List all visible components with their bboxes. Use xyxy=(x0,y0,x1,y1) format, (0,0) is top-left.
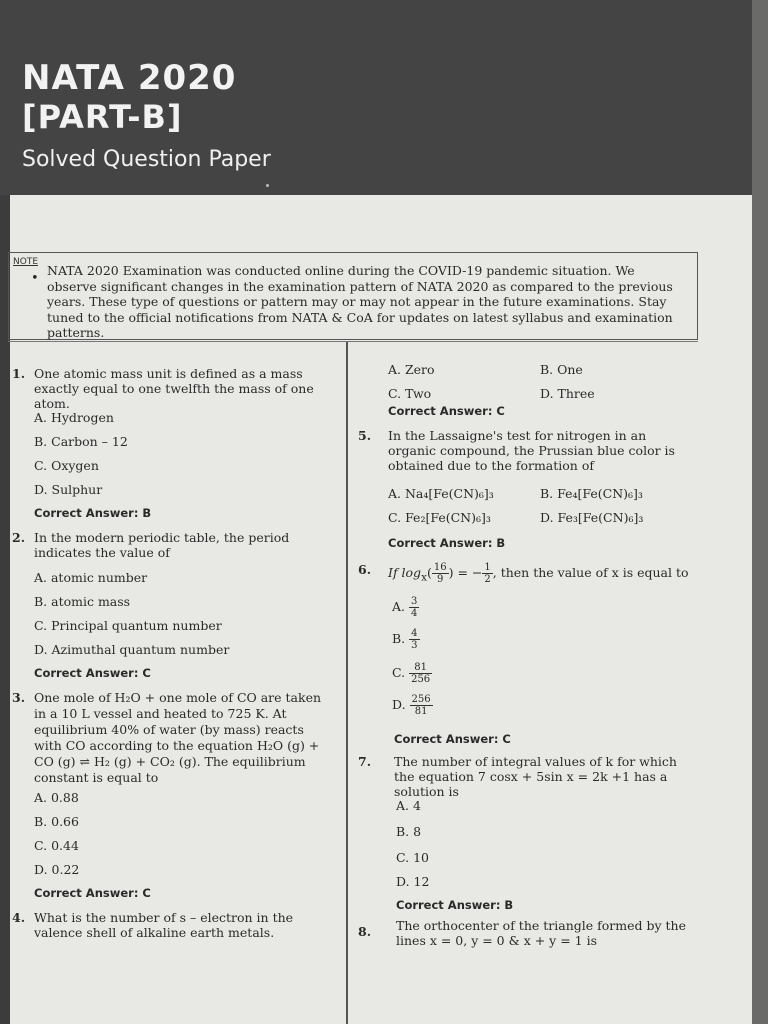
page-title-part: [PART-B] xyxy=(22,98,183,136)
correct-answer: Correct Answer: B xyxy=(34,506,152,520)
header-dot xyxy=(266,184,269,187)
option-label: B. xyxy=(392,631,406,646)
option: A. Hydrogen xyxy=(34,410,114,425)
fraction xyxy=(409,596,419,619)
denominator: 3 xyxy=(411,640,418,651)
question-text: The orthocenter of the triangle formed by the lines x = 0, y = 0 & x + y = 1 is xyxy=(396,918,686,948)
option: D. 12 xyxy=(396,874,430,889)
column-divider xyxy=(346,342,348,1024)
log-base: x xyxy=(421,571,427,584)
option: C. Two xyxy=(388,386,432,401)
note-tag: NOTE xyxy=(13,257,39,267)
numerator: 4 xyxy=(411,628,418,639)
denominator: 9 xyxy=(437,574,444,585)
option: A. 4 xyxy=(396,798,421,813)
correct-answer: Correct Answer: C xyxy=(394,732,511,746)
numerator: 81 xyxy=(409,662,432,674)
correct-answer: Correct Answer: C xyxy=(34,666,151,680)
page-subtitle: Solved Question Paper xyxy=(22,147,271,172)
question-number: 1. xyxy=(12,366,26,381)
option: C. 10 xyxy=(396,850,429,865)
question-text: What is the number of s – electron in the valence shell of alkaline earth metals. xyxy=(34,910,294,940)
option: D. Sulphur xyxy=(34,482,103,497)
option: B. One xyxy=(540,362,583,377)
numerator: 1 xyxy=(484,562,491,573)
option: D. Fe₃[Fe(CN)₆]₃ xyxy=(540,510,644,525)
option: A. 0.88 xyxy=(34,790,79,805)
option: D. Three xyxy=(540,386,595,401)
question-text: One atomic mass unit is defined as a mass exactly equal to one twelfth the mass of one atom. xyxy=(34,366,314,411)
question-number: 8. xyxy=(358,924,372,939)
question-number: 4. xyxy=(12,910,26,925)
option: A. atomic number xyxy=(34,570,148,585)
note-box xyxy=(8,252,698,340)
right-column xyxy=(358,362,698,962)
option: C. Principal quantum number xyxy=(34,618,222,633)
option: B. 8 xyxy=(396,824,422,839)
option: A. Na₄[Fe(CN)₆]₃ xyxy=(388,486,494,501)
left-column xyxy=(12,366,338,966)
question-text: In the modern periodic table, the period indicates the value of xyxy=(34,530,290,560)
question-text: The number of integral values of k for which the equation 7 cosx + 5sin x = 2k +1 has a solution is xyxy=(394,754,677,799)
option xyxy=(392,596,419,619)
page-title: NATA 2020 xyxy=(22,58,237,98)
option: B. 0.66 xyxy=(34,814,79,829)
option: B. Fe₄[Fe(CN)₆]₃ xyxy=(540,486,643,501)
log-expression: If log xyxy=(388,565,422,580)
option: D. Azimuthal quantum number xyxy=(34,642,230,657)
denominator: 4 xyxy=(411,608,418,619)
fraction xyxy=(482,562,492,585)
option xyxy=(392,662,432,685)
note-bullet: • xyxy=(31,271,39,286)
question-suffix: , then the value of x is equal to xyxy=(492,565,689,580)
equals-text: = − xyxy=(453,565,483,580)
correct-answer: Correct Answer: B xyxy=(396,898,514,912)
numerator: 3 xyxy=(411,596,418,607)
option: C. Oxygen xyxy=(34,458,99,473)
option xyxy=(392,694,433,717)
numerator: 256 xyxy=(411,694,431,705)
denominator: 256 xyxy=(411,674,431,685)
question-number: 5. xyxy=(358,428,372,443)
question-number: 7. xyxy=(358,754,372,769)
option: D. 0.22 xyxy=(34,862,80,877)
section-divider xyxy=(8,341,698,342)
question-number: 6. xyxy=(358,562,372,577)
fraction xyxy=(432,562,449,585)
denominator: 81 xyxy=(414,706,428,717)
question-text: If $\log_x$( $\frac{16}{9}$ ) = − $\frac{1}{2}$ , then the value of x is equal to xyxy=(388,562,689,585)
question-number: 3. xyxy=(12,690,26,705)
note-text: NATA 2020 Examination was conducted online during the COVID-19 pandemic situation. We observe significant changes in the examination pattern of NATA 2020 as compared to the previous years. These type of questions or pattern may or may not appear in the future examinations. Stay tuned to the official notifications from NATA & CoA for updates on latest syllabus and examination patterns. xyxy=(47,263,673,340)
question-number: 2. xyxy=(12,530,26,545)
correct-answer: Correct Answer: B xyxy=(388,536,506,550)
option xyxy=(392,628,420,651)
option-label: C. xyxy=(392,665,406,680)
book-spine xyxy=(752,0,768,1024)
option: C. 0.44 xyxy=(34,838,79,853)
option-label: D. xyxy=(392,697,406,712)
numerator: 16 xyxy=(433,562,447,573)
question-text: In the Lassaigne's test for nitrogen in an organic compound, the Prussian blue color is obtained due to the formation of xyxy=(388,428,675,473)
fraction xyxy=(410,694,433,717)
option: B. atomic mass xyxy=(34,594,131,609)
option: A. Zero xyxy=(388,362,435,377)
option: B. Carbon – 12 xyxy=(34,434,128,449)
question-text: One mole of H₂O + one mole of CO are taken in a 10 L vessel and heated to 725 K. At equilibrium 40% of water (by mass) reacts with CO according to the equation H₂O (g) + CO (g) ⇌ H₂ (g) + CO₂ (g). The equilibrium constant is equal to xyxy=(34,690,322,785)
correct-answer: Correct Answer: C xyxy=(388,404,505,418)
option: C. Fe₂[Fe(CN)₆]₃ xyxy=(388,510,491,525)
fraction xyxy=(409,628,419,651)
fraction xyxy=(409,662,432,685)
correct-answer: Correct Answer: C xyxy=(34,886,151,900)
denominator: 2 xyxy=(484,574,491,585)
option-label: A. xyxy=(392,599,406,614)
